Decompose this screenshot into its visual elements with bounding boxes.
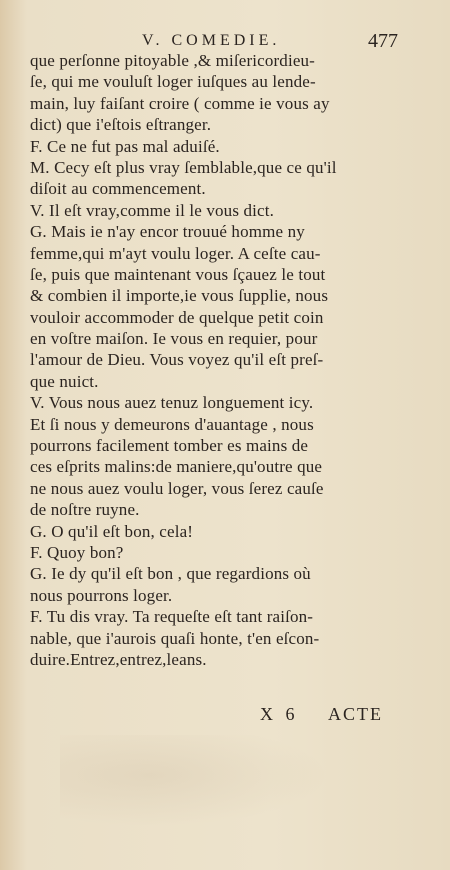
text-line: ſe, qui me vouluſt loger iuſques au lende- <box>30 72 316 92</box>
text-line: ſe, puis que maintenant vous ſçauez le tout <box>30 264 326 284</box>
signature-mark: X 6 <box>260 704 299 724</box>
text-line: diſoit au commencement. <box>30 179 206 199</box>
catchword: ACTE <box>328 704 383 724</box>
text-line: de noſtre ruyne. <box>30 500 140 520</box>
text-line: & combien il importe,ie vous ſupplie, nous <box>30 286 329 306</box>
text-line: que perſonne pitoyable ,& miſericordieu- <box>30 51 315 70</box>
page-number: 477 <box>368 30 398 52</box>
text-line: nous pourrons loger. <box>30 585 173 605</box>
text-line: ces eſprits malins:de maniere,qu'outre que <box>30 457 323 477</box>
text-line: que nuict. <box>30 371 99 391</box>
text-line: Et ſi nous y demeurons d'auantage , nous <box>30 414 314 434</box>
text-line: vouloir accommoder de quelque petit coin <box>30 307 324 327</box>
text-line: F. Ce ne fut pas mal aduiſé. <box>30 136 220 156</box>
text-line: F. Quoy bon? <box>30 542 124 562</box>
text-line: nable, que i'aurois quaſi honte, t'en eſcon- <box>30 628 320 648</box>
text-line: l'amour de Dieu. Vous voyez qu'il eſt preſ- <box>30 350 324 370</box>
running-head: V. COMEDIE. <box>142 32 281 49</box>
text-line: M. Cecy eſt plus vray ſemblable,que ce qu'il <box>30 157 337 177</box>
text-line: V. Il eſt vray,comme il le vous dict. <box>30 200 274 220</box>
text-line: duire.Entrez,entrez,leans. <box>30 649 207 669</box>
text-line: V. Vous nous auez tenuz longuement icy. <box>30 393 314 413</box>
text-line: main, luy faiſant croire ( comme ie vous ay <box>30 93 330 113</box>
text-line: G. Mais ie n'ay encor trouué homme ny <box>30 222 305 242</box>
text-line: pourrons facilement tomber es mains de <box>30 436 309 456</box>
text-line: F. Tu dis vray. Ta requeſte eſt tant raiſon- <box>30 607 314 627</box>
text-line: femme,qui m'ayt voulu loger. A ceſte cau- <box>30 243 321 263</box>
text-line: ne nous auez voulu loger, vous ſerez cauſe <box>30 478 324 498</box>
text-line: G. O qu'il eſt bon, cela! <box>30 521 194 541</box>
page-footer <box>0 704 450 730</box>
text-line: en voſtre maiſon. Ie vous en requier, pour <box>30 329 318 349</box>
body-text <box>30 50 410 670</box>
show-through-stain <box>60 735 360 835</box>
text-line: G. Ie dy qu'il eſt bon , que regardions où <box>30 564 311 584</box>
text-line: dict) que i'eſtois eſtranger. <box>30 115 212 135</box>
